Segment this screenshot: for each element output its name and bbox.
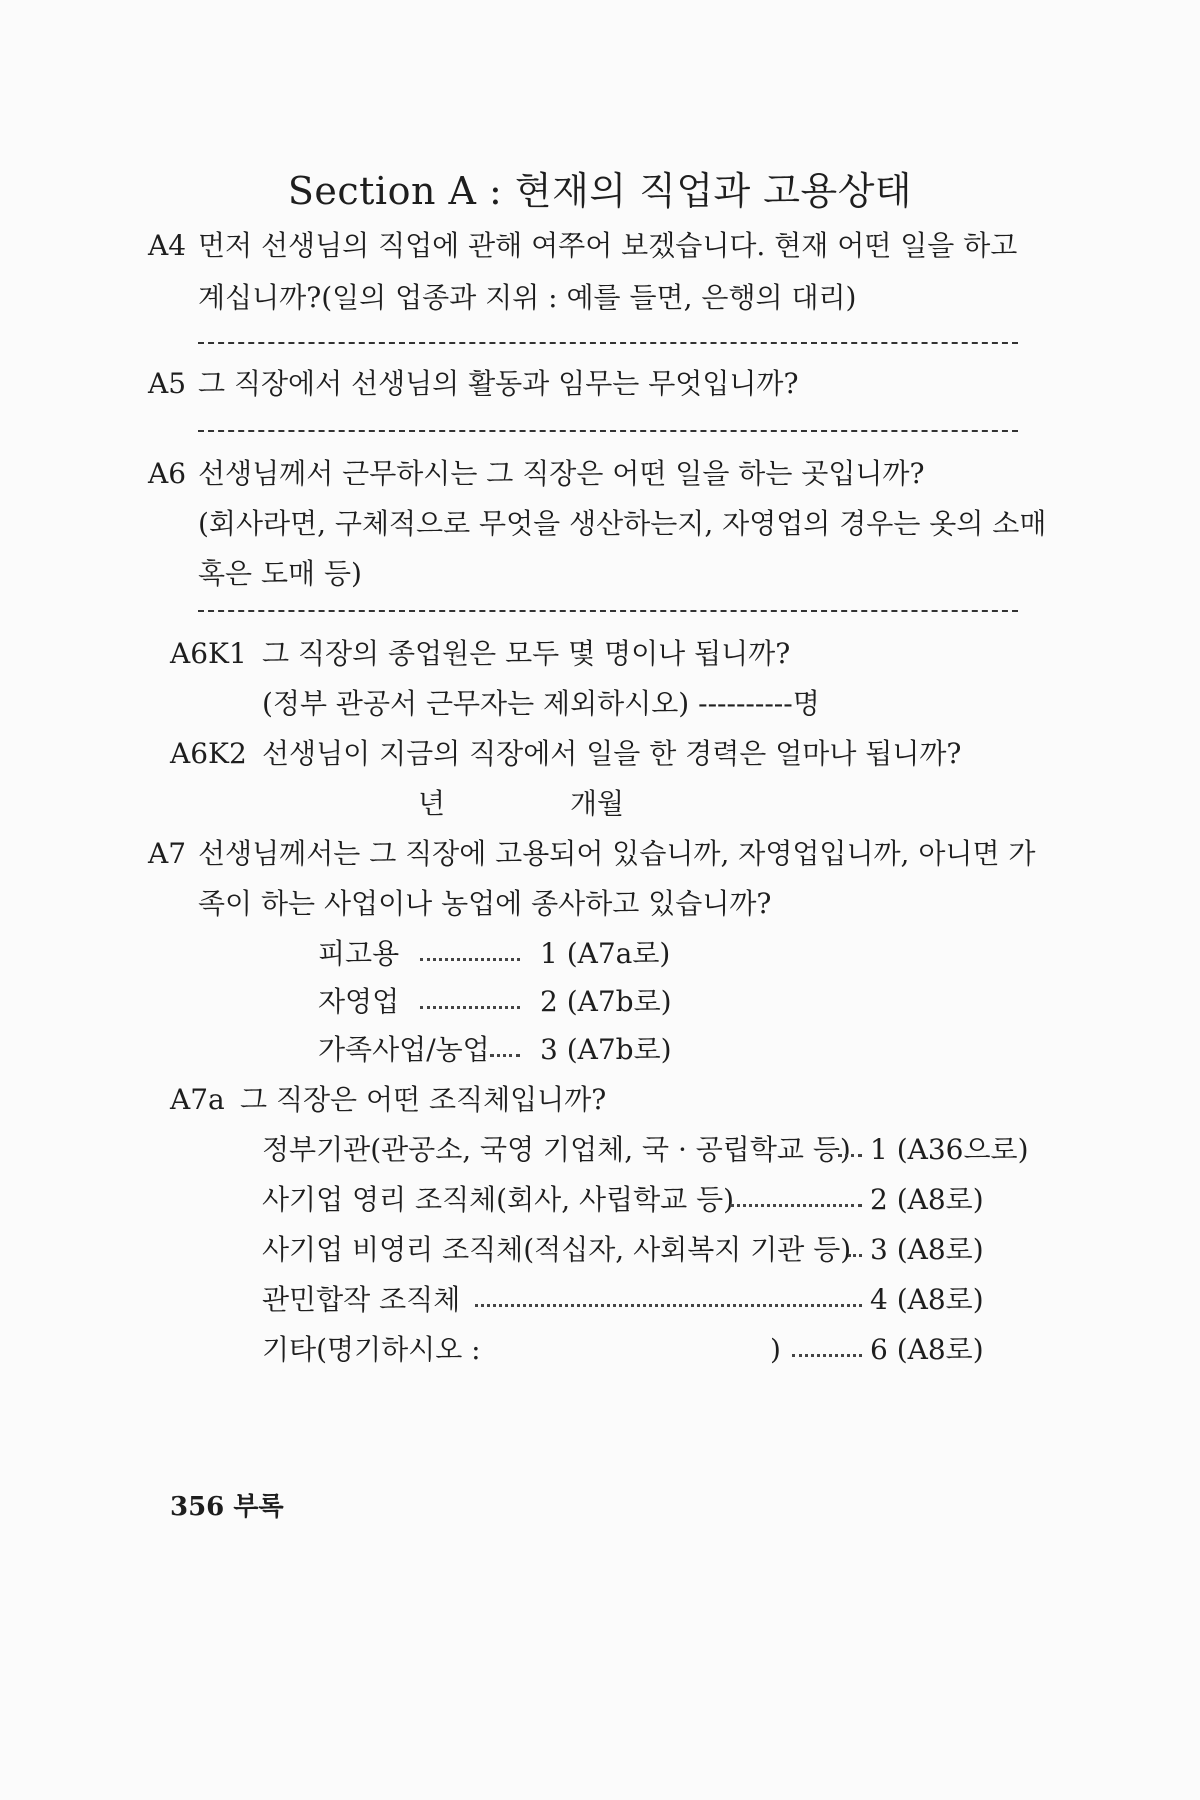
section-title: Section A : 현재의 직업과 고용상태	[287, 169, 913, 213]
unit-month: 개월	[570, 787, 625, 820]
leader-dots	[792, 1354, 862, 1357]
answer-line-a5[interactable]	[198, 430, 1018, 432]
a7a-option-3-code: 3 (A8로)	[870, 1233, 984, 1266]
question-a7-text-2: 족이 하는 사업이나 농업에 종사하고 있습니까?	[198, 887, 772, 920]
a7-option-1-code: 1 (A7a로)	[540, 937, 671, 970]
question-a5-text-1: 그 직장에서 선생님의 활동과 임무는 무엇입니까?	[198, 367, 799, 400]
a7-option-2-code: 2 (A7b로)	[540, 985, 672, 1018]
question-number-a6k1: A6K1	[170, 637, 247, 670]
a7-option-1-label[interactable]: 피고용	[318, 937, 400, 970]
question-a7-text-1: 선생님께서는 그 직장에 고용되어 있습니까, 자영업입니까, 아니면 가	[198, 837, 1036, 870]
answer-line-a6[interactable]	[198, 610, 1018, 612]
question-a4-text-1: 먼저 선생님의 직업에 관해 여쭈어 보겠습니다. 현재 어떤 일을 하고	[198, 229, 1018, 262]
a7a-option-1-label[interactable]: 정부기관(관공소, 국영 기업체, 국 · 공립학교 등)	[262, 1133, 851, 1166]
question-a6k1-text-2: (정부 관공서 근무자는 제외하시오) ----------명	[262, 687, 820, 720]
question-a4-text-2: 계십니까?(일의 업종과 지위 : 예를 들면, 은행의 대리)	[198, 281, 857, 314]
page-footer: 356 부록	[170, 1492, 284, 1522]
a7a-option-4-code: 4 (A8로)	[870, 1283, 984, 1316]
a7a-option-5-label[interactable]: 기타(명기하시오 :	[262, 1333, 481, 1366]
a7a-option-2-label[interactable]: 사기업 영리 조직체(회사, 사립학교 등)	[262, 1183, 735, 1216]
question-a6-text-1: 선생님께서 근무하시는 그 직장은 어떤 일을 하는 곳입니까?	[198, 457, 925, 490]
question-a6-text-2: (회사라면, 구체적으로 무엇을 생산하는지, 자영업의 경우는 옷의 소매	[198, 507, 1047, 540]
leader-dots	[730, 1204, 862, 1207]
leader-dots	[490, 1054, 520, 1057]
a7-option-3-label[interactable]: 가족사업/농업	[318, 1033, 490, 1066]
leader-dots	[475, 1304, 862, 1307]
question-a7a-text-1: 그 직장은 어떤 조직체입니까?	[240, 1083, 607, 1116]
question-number-a5: A5	[148, 367, 187, 400]
question-a6-text-3: 혹은 도매 등)	[198, 557, 362, 590]
a7a-option-5-code: 6 (A8로)	[870, 1333, 984, 1366]
leader-dots	[420, 1006, 520, 1009]
leader-dots	[848, 1254, 862, 1257]
question-number-a6k2: A6K2	[170, 737, 247, 770]
leader-dots	[838, 1154, 862, 1157]
a7a-option-2-code: 2 (A8로)	[870, 1183, 984, 1216]
question-a6k1-text-1: 그 직장의 종업원은 모두 몇 명이나 됩니까?	[262, 637, 791, 670]
a7a-option-4-label[interactable]: 관민합작 조직체	[262, 1283, 461, 1316]
question-number-a6: A6	[148, 457, 187, 490]
question-number-a7a: A7a	[170, 1083, 225, 1116]
a7-option-2-label[interactable]: 자영업	[318, 985, 400, 1018]
question-number-a7: A7	[148, 837, 187, 870]
a7a-option-1-code: 1 (A36으로)	[870, 1133, 1029, 1166]
leader-dots	[420, 958, 520, 961]
a7a-option-3-label[interactable]: 사기업 비영리 조직체(적십자, 사회복지 기관 등)	[262, 1233, 852, 1266]
question-number-a4: A4	[148, 229, 187, 262]
a7-option-3-code: 3 (A7b로)	[540, 1033, 672, 1066]
answer-line-a4[interactable]	[198, 342, 1018, 344]
a7a-option-5-close: )	[770, 1333, 781, 1366]
question-a6k2-text-1: 선생님이 지금의 직장에서 일을 한 경력은 얼마나 됩니까?	[262, 737, 962, 770]
unit-year: 년	[418, 787, 446, 820]
